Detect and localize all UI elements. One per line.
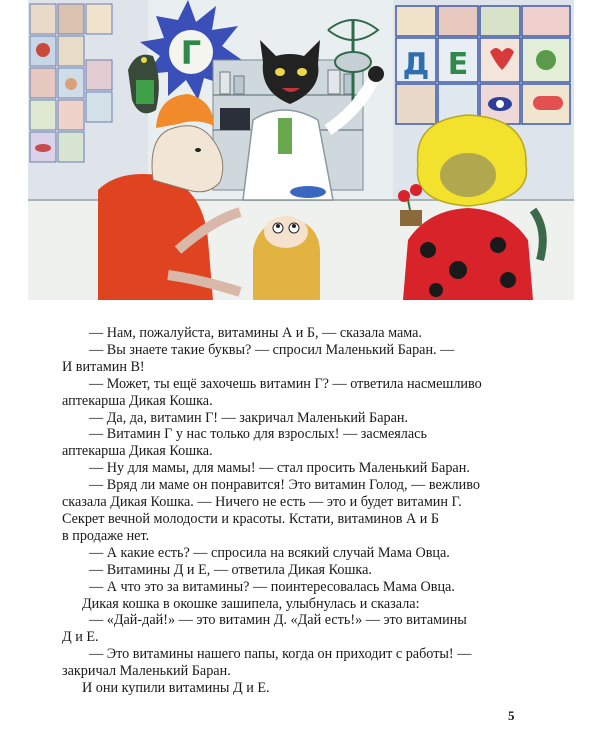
letter-e: Е: [447, 47, 469, 82]
pharmacy-illustration: [28, 0, 574, 300]
story-line: — Ну для мамы, для мамы! — стал просить Маленький Баран.: [89, 460, 470, 477]
story-line: сказала Дикая Кошка. — Ничего не есть — это и будет витамин Г.: [62, 494, 462, 511]
story-text: [62, 325, 532, 697]
story-line: — Это витамины нашего папы, когда он приходит с работы! —: [89, 646, 472, 663]
story-line: — Нам, пожалуйста, витамины А и Б, — сказала мама.: [89, 325, 422, 341]
story-line: И они купили витамины Д и Е.: [82, 680, 270, 697]
story-line: в продаже нет.: [62, 527, 150, 544]
story-line: — Да, да, витамин Г! — закричал Маленький Баран.: [89, 409, 409, 426]
story-line: И витамин В!: [62, 358, 145, 375]
bowl: [290, 186, 326, 198]
story-line: — Может, ты ещё захочешь витамин Г? — ответила насмешливо: [89, 375, 482, 392]
story-line: — Витамины Д и Е, — ответила Дикая Кошка.: [89, 561, 372, 578]
page-number: 5: [508, 708, 515, 723]
story-line: аптекарша Дикая Кошка.: [62, 443, 213, 460]
story-line: закричал Маленький Баран.: [62, 663, 231, 680]
story-line: Д и Е.: [62, 629, 99, 646]
story-line: — Вряд ли маме он понравится! Это витамин Голод, — вежливо: [89, 477, 480, 494]
letter-d: Д: [402, 47, 430, 82]
story-line: — А что это за витамины? — поинтересовалась Мама Овца.: [89, 578, 455, 595]
story-line: — А какие есть? — спросила на всякий случай Мама Овца.: [89, 544, 450, 561]
story-line: — «Дай-дай!» — это витамин Д. «Дай есть!» — это витамины: [89, 612, 467, 629]
story-line: Дикая кошка в окошке зашипела, улыбнулась и сказала:: [82, 595, 420, 612]
story-line: — Вы знаете такие буквы? — спросил Маленький Баран. —: [89, 341, 455, 358]
letter-g: Г: [180, 34, 202, 72]
story-line: — Витамин Г у нас только для взрослых! — засмеялась: [89, 426, 427, 443]
story-line: аптекарша Дикая Кошка.: [62, 392, 213, 409]
story-line: Секрет вечной молодости и красоты. Кстати, витаминов А и Б: [62, 510, 440, 527]
